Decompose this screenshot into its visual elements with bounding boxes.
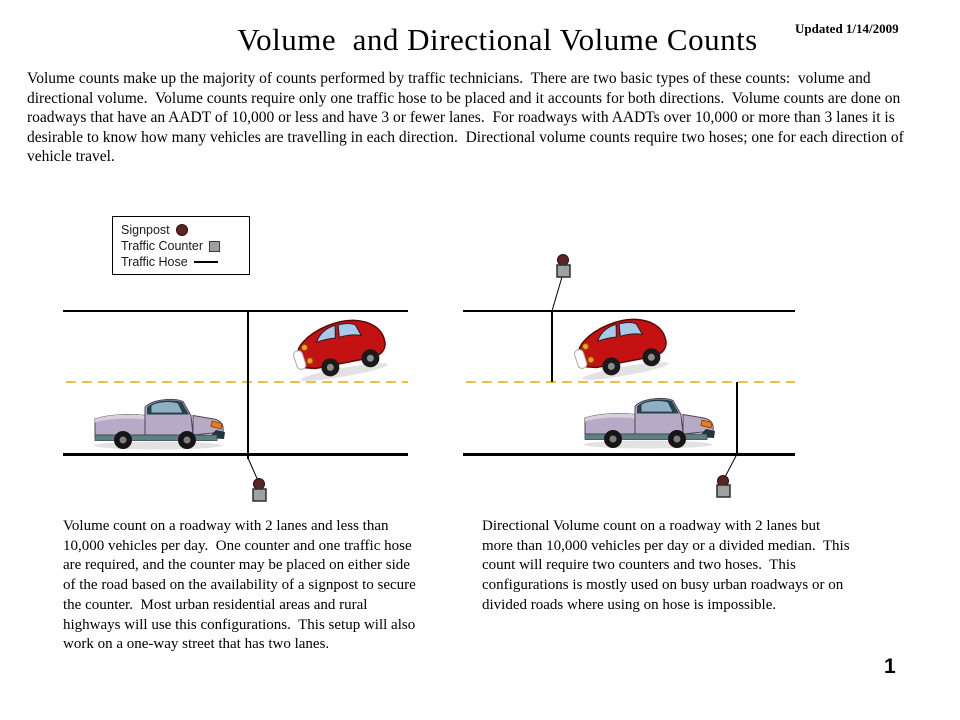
page-title: Volume and Directional Volume Counts [237, 22, 758, 57]
pickup-truck [584, 399, 715, 449]
traffic-counter-icon-upper [557, 265, 570, 277]
signpost-icon-upper [558, 255, 569, 266]
directional-volume-count-diagram [455, 245, 805, 500]
updated-date: Updated 1/14/2009 [795, 21, 899, 36]
signpost-icon [176, 224, 188, 236]
car-red [289, 315, 390, 385]
traffic-counter-icon [253, 489, 266, 501]
volume-count-caption: Volume count on a roadway with 2 lanes and less than 10,000 vehicles per day. One counter and one traffic hose are required, and the counter may be placed on either side of the road based on the availability of a signpost to secure the counter. Most urban residential areas and rural highways will use this configurations. This setup will also work on a one-way street that has two lanes. [63, 518, 420, 653]
page-number: 1 [884, 655, 896, 678]
traffic-hose-icon [194, 261, 218, 263]
counter-tether-line-lower [724, 454, 737, 479]
legend-item-traffic-hose [121, 254, 243, 270]
legend-label-traffic-counter: Traffic Counter [121, 239, 203, 253]
signpost-icon [254, 479, 265, 490]
traffic-counter-icon-lower [717, 485, 730, 497]
intro-paragraph: Volume counts make up the majority of counts performed by traffic technicians. There are two basic types of these counts: volume and directional volume. Volume counts require only one traffic hose to be placed and it accounts for both directions. Volume counts are done on roadways that have an AADT of 10,000 or less and have 3 or fewer lanes. For roadways with AADTs over 10,000 or more than 3 lanes it is desirable to know how many vehicles are travelling in each direction. Directional volume counts require two hoses; one for each direction of vehicle travel. [27, 70, 908, 166]
directional-volume-count-caption: Directional Volume count on a roadway with 2 lanes but more than 10,000 vehicles per day or a divided median. This count will require two counters and two hoses. This configurations is mostly used on busy urban roadways or on divided roads where using on hose is impossible. [482, 518, 854, 613]
counter-tether-line-upper [552, 277, 562, 311]
legend-label-signpost: Signpost [121, 223, 170, 237]
legend-item-traffic-counter [121, 238, 243, 254]
legend-label-traffic-hose: Traffic Hose [121, 255, 188, 269]
car-red [570, 314, 671, 384]
volume-count-diagram [55, 300, 420, 510]
traffic-counter-icon [209, 241, 220, 252]
legend-box [112, 216, 250, 275]
pickup-truck [94, 400, 225, 450]
legend-item-signpost [121, 222, 243, 238]
